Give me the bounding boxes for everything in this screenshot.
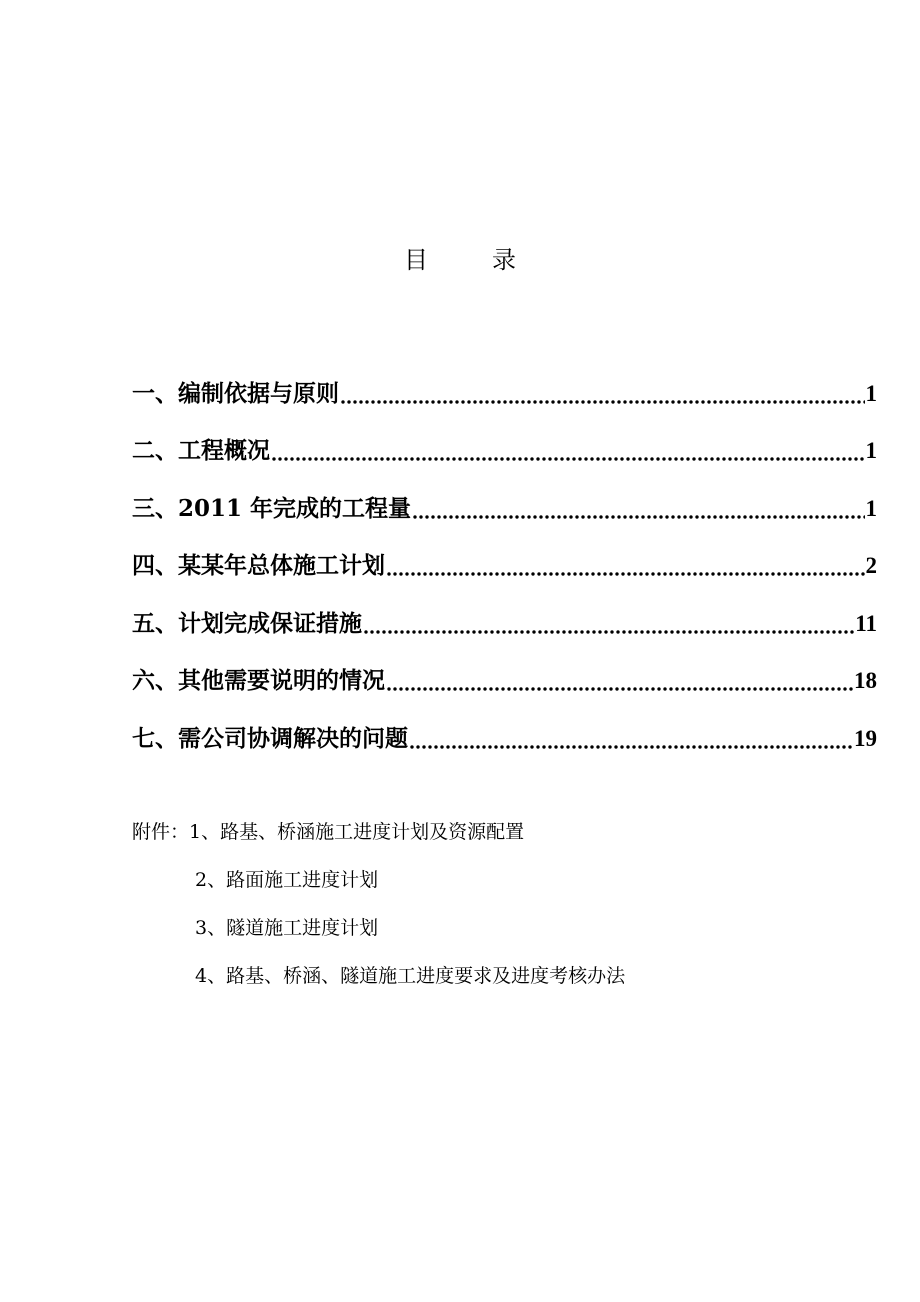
toc-entry-label: 五、计划完成保证措施 bbox=[132, 609, 362, 637]
attachments-list bbox=[132, 808, 625, 1000]
page-title: 目 录 bbox=[404, 246, 536, 274]
toc-entry-page: 18 bbox=[854, 668, 877, 693]
toc-entry[interactable] bbox=[132, 529, 877, 587]
toc-entry-label: 六、其他需要说明的情况 bbox=[132, 667, 385, 694]
toc-leader-dots bbox=[363, 629, 854, 635]
toc-leader-dots bbox=[271, 456, 865, 462]
toc-entry-label: 二、工程概况 bbox=[132, 437, 270, 464]
toc-entry-label: 一、编制依据与原则 bbox=[132, 379, 339, 407]
attachment-item bbox=[132, 904, 625, 952]
toc-entry-label: 三、2011 年完成的工程量 bbox=[132, 494, 412, 522]
toc-entry[interactable] bbox=[132, 701, 877, 759]
attachment-label: 2、路面施工进度计划 bbox=[195, 869, 379, 891]
toc-entry-page: 1 bbox=[865, 380, 877, 406]
toc-leader-dots bbox=[386, 686, 853, 692]
table-of-contents bbox=[132, 356, 877, 759]
toc-leader-dots bbox=[409, 744, 853, 750]
toc-entry-page: 1 bbox=[865, 438, 877, 463]
toc-entry-page: 2 bbox=[865, 553, 877, 578]
toc-entry-label: 七、需公司协调解决的问题 bbox=[132, 724, 408, 752]
toc-entry[interactable] bbox=[132, 586, 877, 644]
toc-entry[interactable] bbox=[132, 644, 877, 702]
attachment-item bbox=[132, 952, 625, 1000]
toc-entry[interactable] bbox=[132, 414, 877, 472]
toc-entry-page: 11 bbox=[855, 610, 877, 636]
toc-leader-dots bbox=[412, 514, 864, 520]
toc-entry[interactable] bbox=[132, 356, 877, 414]
attachment-item bbox=[132, 808, 625, 856]
toc-entry-label: 四、某某年总体施工计划 bbox=[132, 552, 385, 579]
toc-entry[interactable] bbox=[132, 471, 877, 529]
attachment-label: 3、隧道施工进度计划 bbox=[195, 917, 379, 939]
toc-entry-page: 1 bbox=[865, 495, 877, 521]
attachments-prefix: 附件： bbox=[132, 821, 190, 843]
attachment-label: 1、路基、桥涵施工进度计划及资源配置 bbox=[189, 821, 525, 843]
toc-entry-page: 19 bbox=[854, 725, 877, 751]
attachment-item bbox=[132, 856, 625, 904]
toc-leader-dots bbox=[340, 399, 865, 405]
attachment-label: 4、路基、桥涵、隧道施工进度要求及进度考核办法 bbox=[195, 965, 626, 987]
toc-leader-dots bbox=[386, 571, 865, 577]
